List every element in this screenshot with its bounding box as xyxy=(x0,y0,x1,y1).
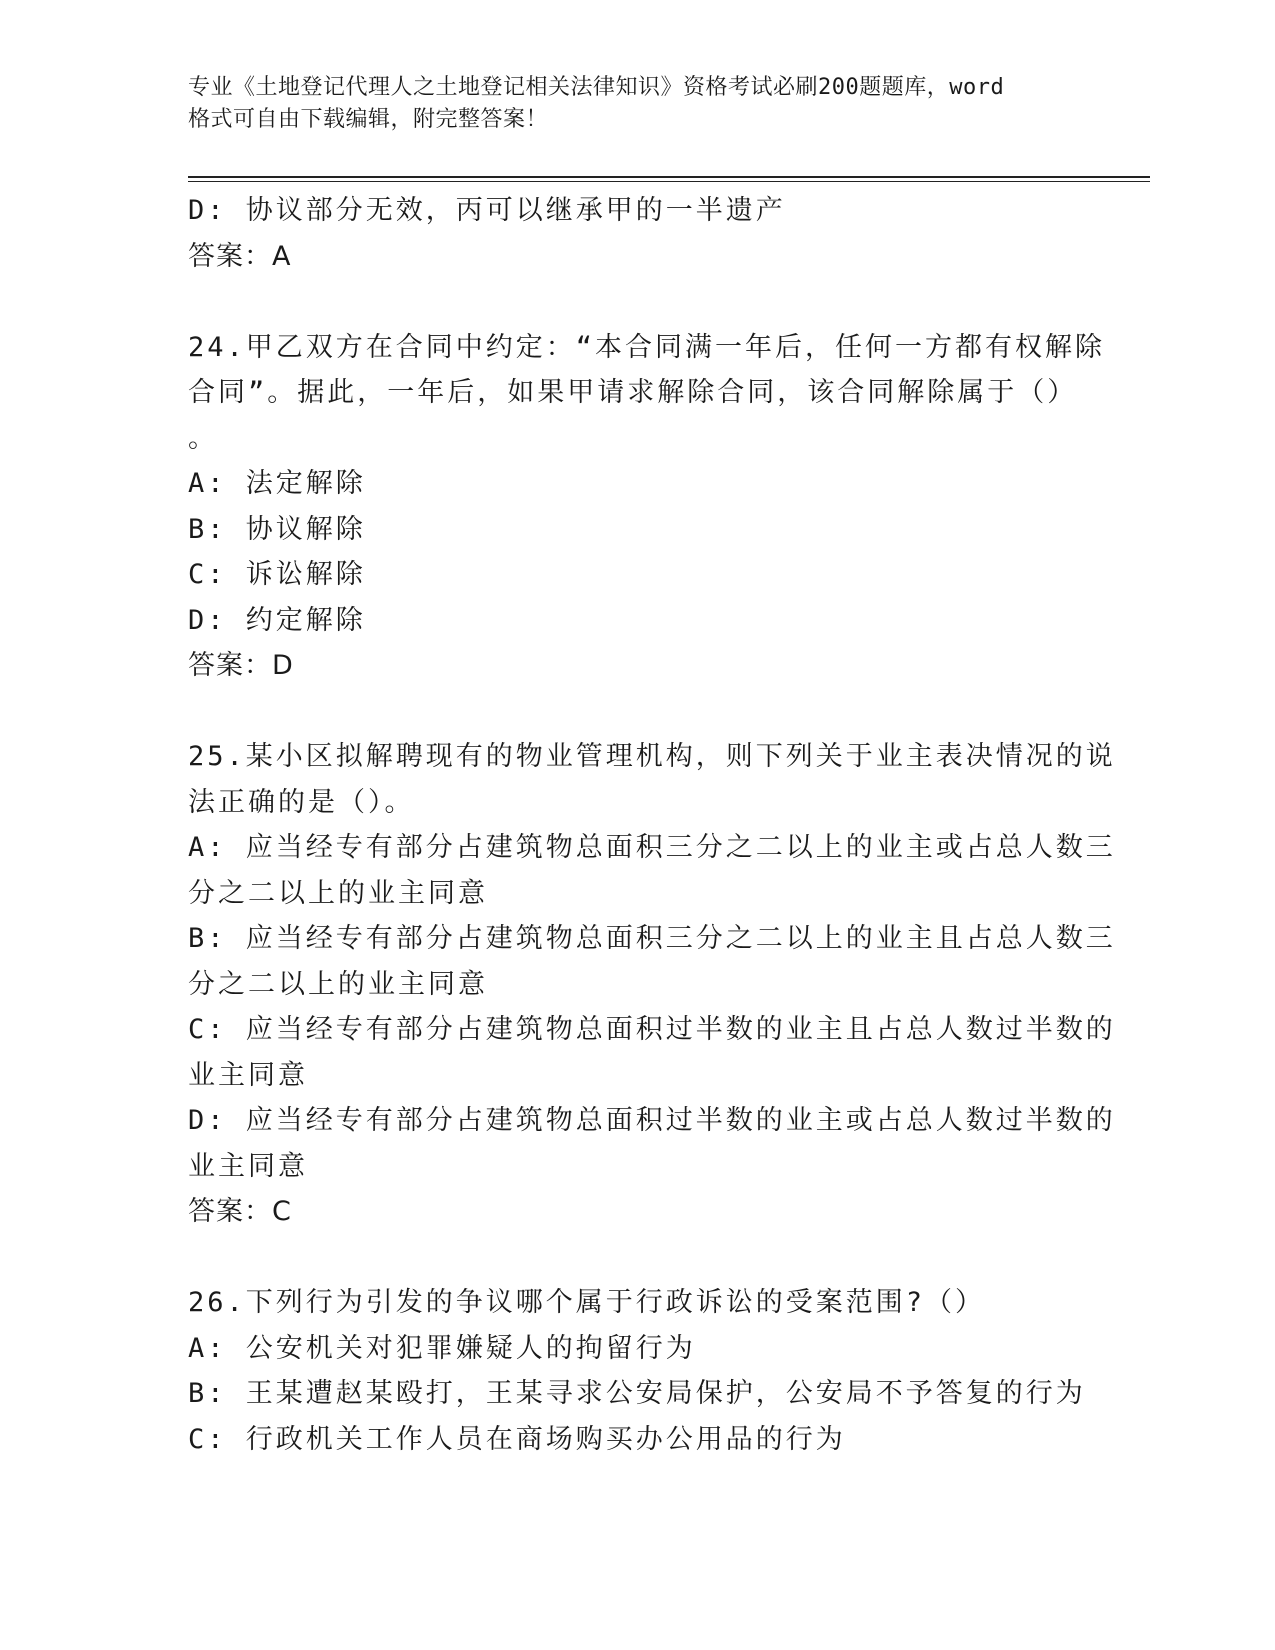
question-list xyxy=(188,188,1116,1462)
header-divider-thin xyxy=(188,181,1150,182)
header-divider xyxy=(188,176,1150,178)
q25-option-c-1: C: 应当经专有部分占建筑物总面积过半数的业主且占总人数过半数的 xyxy=(188,1014,1116,1045)
q24-answer: 答案：D xyxy=(188,650,294,681)
q24-text-3: 。 xyxy=(188,422,218,454)
q24-option-b: B: 协议解除 xyxy=(188,513,366,545)
q25-option-a-1: A: 应当经专有部分占建筑物总面积三分之二以上的业主或占总人数三 xyxy=(188,832,1116,863)
spacer xyxy=(188,279,1088,325)
q25-option-b-2: 分之二以上的业主同意 xyxy=(188,968,488,1000)
header-line-1: 专业《土地登记代理人之土地登记相关法律知识》资格考试必刷200题题库，word xyxy=(188,75,1005,100)
q25-option-d-2: 业主同意 xyxy=(188,1150,308,1182)
q26-option-c: C: 行政机关工作人员在商场购买办公用品的行为 xyxy=(188,1423,846,1455)
spacer xyxy=(188,689,1088,735)
q24-text-2: 合同”。据此，一年后，如果甲请求解除合同，该合同解除属于（） xyxy=(188,377,1078,408)
q26-text-1: 26.下列行为引发的争议哪个属于行政诉讼的受案范围?（） xyxy=(188,1287,986,1318)
prev-answer: 答案：A xyxy=(188,240,292,272)
q25-answer: 答案：C xyxy=(188,1196,292,1227)
q25-text-1: 25.某小区拟解聘现有的物业管理机构，则下列关于业主表决情况的说 xyxy=(188,741,1116,772)
header-line-2: 格式可自由下载编辑，附完整答案！ xyxy=(188,107,549,132)
q25-option-a-2: 分之二以上的业主同意 xyxy=(188,877,488,909)
q25-option-d-1: D: 应当经专有部分占建筑物总面积过半数的业主或占总人数过半数的 xyxy=(188,1105,1116,1136)
spacer xyxy=(188,1235,1088,1281)
q25-option-c-2: 业主同意 xyxy=(188,1059,308,1091)
q24-option-a: A: 法定解除 xyxy=(188,468,366,499)
q26-option-a: A: 公安机关对犯罪嫌疑人的拘留行为 xyxy=(188,1332,696,1364)
q24-text-1: 24.甲乙双方在合同中约定：“本合同满一年后，任何一方都有权解除 xyxy=(188,331,1106,363)
q26-option-b: B: 王某遭赵某殴打，王某寻求公安局保护，公安局不予答复的行为 xyxy=(188,1378,1086,1409)
q25-text-2: 法正确的是（）。 xyxy=(188,786,415,818)
q24-option-d: D: 约定解除 xyxy=(188,604,366,636)
prev-option-d: D: 协议部分无效，丙可以继承甲的一半遗产 xyxy=(188,195,786,226)
q25-option-b-1: B: 应当经专有部分占建筑物总面积三分之二以上的业主且占总人数三 xyxy=(188,923,1116,954)
q24-option-c: C: 诉讼解除 xyxy=(188,559,366,590)
document-header xyxy=(188,72,1088,136)
